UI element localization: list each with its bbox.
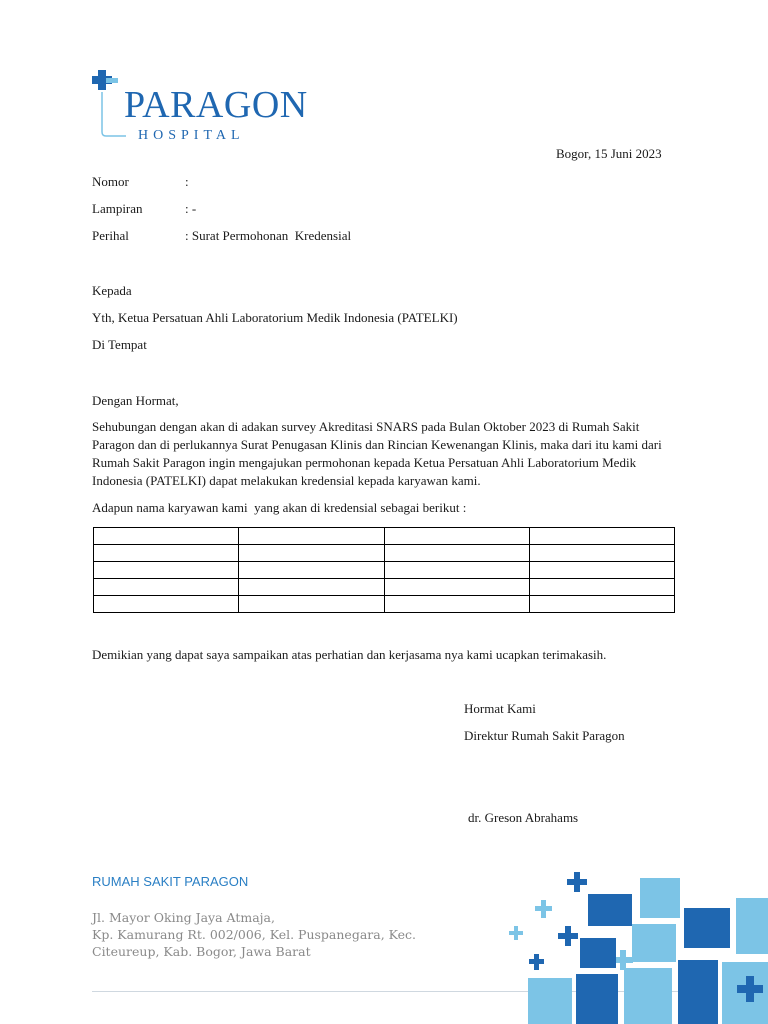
table-cell	[529, 528, 674, 545]
signature-title: Direktur Rumah Sakit Paragon	[464, 728, 625, 743]
table-row	[94, 545, 675, 562]
table-cell	[94, 545, 239, 562]
body-paragraph: Sehubungan dengan akan di adakan survey Akreditasi SNARS pada Bulan Oktober 2023 di Rumah Sakit Paragon dan di perlukannya Surat Penugasan Klinis dan Rincian Kewenangan Klinis, maka dari itu kami dari Rumah Sakit Paragon ingin mengajukan permohonan kepada Ketua Persatuan Ahli Laboratorium Medik Indonesia (PATELKI) dapat melakukan kredensial kepada karyawan kami.	[92, 419, 662, 488]
table-cell	[384, 562, 529, 579]
table-cell	[94, 528, 239, 545]
table-cell	[384, 528, 529, 545]
decorative-cross-pattern	[500, 868, 768, 1024]
table-row	[94, 579, 675, 596]
table-cell	[529, 545, 674, 562]
table-cell	[94, 579, 239, 596]
logo-wordmark: PARAGON	[124, 84, 308, 126]
meta-label-perihal: Perihal	[92, 228, 129, 243]
table-cell	[239, 579, 384, 596]
footer-address-line: Citeureup, Kab. Bogor, Jawa Barat	[92, 944, 311, 959]
meta-label-lampiran: Lampiran	[92, 201, 143, 216]
table-cell	[384, 545, 529, 562]
table-cell	[384, 579, 529, 596]
meta-label-nomor: Nomor	[92, 174, 129, 189]
table-cell	[384, 596, 529, 613]
table-cell	[94, 596, 239, 613]
signature-name: dr. Greson Abrahams	[468, 810, 579, 825]
table-cell	[239, 562, 384, 579]
greeting: Dengan Hormat,	[92, 393, 179, 408]
recipient-name: Yth, Ketua Persatuan Ahli Laboratorium Medik Indonesia (PATELKI)	[92, 310, 458, 325]
table-row	[94, 596, 675, 613]
signature-salutation: Hormat Kami	[464, 701, 536, 716]
table-cell	[239, 596, 384, 613]
meta-value-lampiran: : -	[185, 201, 197, 216]
recipient-place: Di Tempat	[92, 337, 147, 352]
closing-sentence: Demikian yang dapat saya sampaikan atas perhatian dan kerjasama nya kami ucapkan terimakasih.	[92, 647, 607, 662]
footer-address-line: Jl. Mayor Oking Jaya Atmaja,	[92, 910, 275, 925]
footer-address	[92, 909, 416, 960]
recipient-to: Kepada	[92, 283, 132, 298]
footer-address-line: Kp. Kamurang Rt. 002/006, Kel. Puspanegara, Kec.	[92, 927, 417, 942]
footer-title: RUMAH SAKIT PARAGON	[92, 874, 249, 889]
meta-value-nomor: :	[185, 174, 189, 189]
credential-table	[93, 527, 675, 613]
table-cell	[239, 528, 384, 545]
table-cell	[529, 579, 674, 596]
meta-value-perihal: : Surat Permohonan Kredensial	[185, 228, 352, 243]
table-row	[94, 528, 675, 545]
table-row	[94, 562, 675, 579]
logo-subtitle: HOSPITAL	[138, 128, 245, 143]
list-intro: Adapun nama karyawan kami yang akan di kredensial sebagai berikut :	[92, 500, 467, 515]
letter-date: Bogor, 15 Juni 2023	[556, 146, 662, 161]
table-cell	[239, 545, 384, 562]
table-cell	[529, 562, 674, 579]
table-cell	[94, 562, 239, 579]
table-cell	[529, 596, 674, 613]
